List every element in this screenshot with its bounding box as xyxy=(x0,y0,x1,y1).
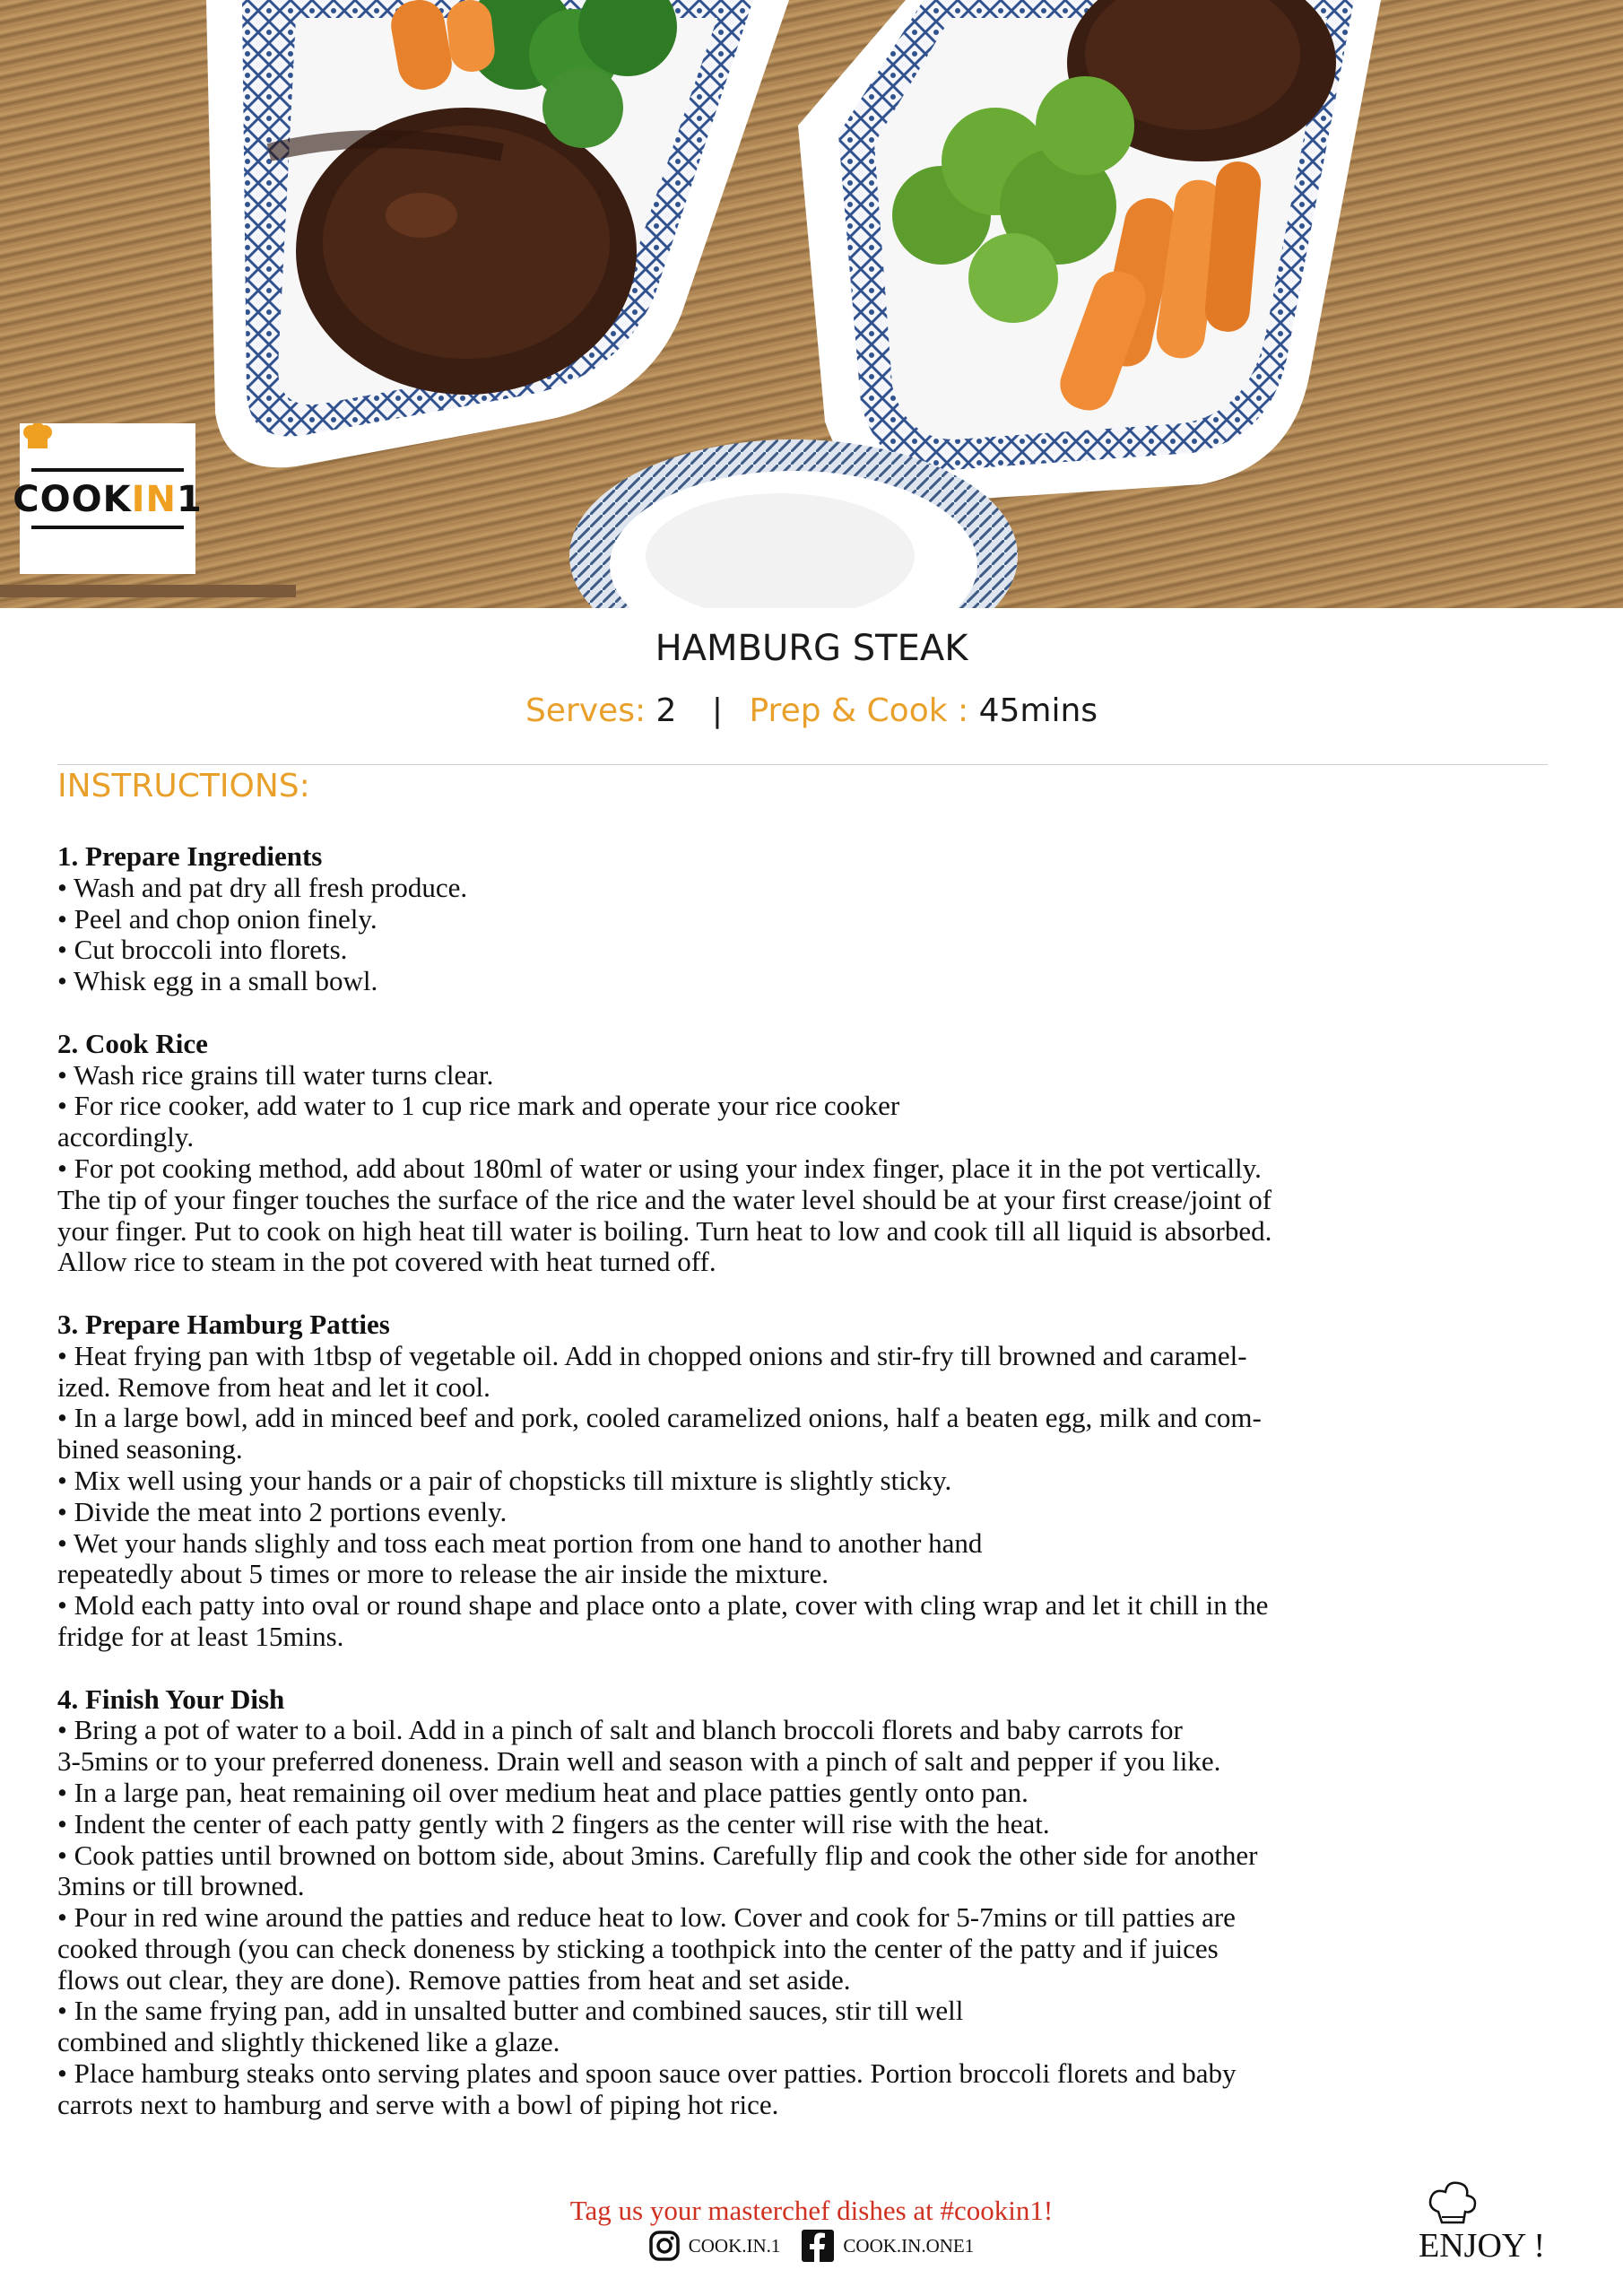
instruction-line: • For pot cooking method, add about 180ml of water or using your index finger, place it in the pot vertically. xyxy=(57,1152,1262,1184)
instruction-line: • Peel and chop onion finely. xyxy=(57,902,378,935)
instruction-line: • Wash rice grains till water turns clear. xyxy=(57,1058,494,1091)
instagram-icon xyxy=(649,2231,680,2261)
instruction-section xyxy=(57,1029,1564,1278)
instruction-line: Allow rice to steam in the pot covered with heat turned off. xyxy=(57,1246,716,1278)
instruction-line: • Pour in red wine around the patties and reduce heat to low. Cover and cook for 5-7mins or till patties are xyxy=(57,1901,1236,1934)
divider-rule xyxy=(57,764,1548,765)
logo-divider-bottom xyxy=(31,526,184,529)
instruction-line: ized. Remove from heat and let it cool. xyxy=(57,1370,490,1403)
serves-label: Serves: xyxy=(525,692,647,729)
enjoy-text: ENJOY ! xyxy=(1419,2227,1546,2265)
instruction-line: flows out clear, they are done). Remove patties from heat and set aside. xyxy=(57,1963,851,1996)
chef-hat-icon xyxy=(20,423,56,450)
instruction-line: The tip of your finger touches the surface of the rice and the water level should be at your first crease/joint of xyxy=(57,1183,1272,1215)
food-illustration xyxy=(0,0,1623,608)
recipe-meta xyxy=(0,692,1623,729)
prep-value: 45mins xyxy=(978,692,1098,729)
instruction-line: • Wash and pat dry all fresh produce. xyxy=(57,871,468,903)
instagram-handle: COOK.IN.1 xyxy=(688,2234,781,2257)
hero-photo xyxy=(0,0,1623,608)
instruction-line: 3-5mins or to your preferred doneness. Drain well and season with a pinch of salt and pepper if you like. xyxy=(57,1745,1221,1778)
instruction-line: • Cook patties until browned on bottom side, about 3mins. Carefully flip and cook the other side for another xyxy=(57,1839,1258,1871)
instruction-line: • Bring a pot of water to a boil. Add in a pinch of salt and blanch broccoli florets and baby carrots for xyxy=(57,1714,1183,1746)
prep-label: Prep & Cook : xyxy=(749,692,969,729)
instruction-line: • Mix well using your hands or a pair of chopsticks till mixture is slightly sticky. xyxy=(57,1464,952,1496)
section-heading: 1. Prepare Ingredients xyxy=(57,840,323,872)
instruction-line: • In a large bowl, add in minced beef and pork, cooled caramelized onions, half a beaten egg, milk and com- xyxy=(57,1402,1262,1434)
instruction-line: • In the same frying pan, add in unsalted butter and combined sauces, stir till well xyxy=(57,1995,964,2027)
instruction-line: bined seasoning. xyxy=(57,1433,243,1465)
left-plate xyxy=(206,0,789,467)
logo-divider-top xyxy=(31,468,184,472)
instruction-line: • In a large pan, heat remaining oil over medium heat and place patties gently onto pan. xyxy=(57,1776,1028,1808)
facebook-link[interactable] xyxy=(802,2230,974,2262)
instructions-body xyxy=(57,841,1564,2152)
instruction-line: • For rice cooker, add water to 1 cup rice mark and operate your rice cooker xyxy=(57,1090,900,1122)
instruction-line: repeatedly about 5 times or more to release the air inside the mixture. xyxy=(57,1558,829,1590)
instruction-line: • Whisk egg in a small bowl. xyxy=(57,965,378,997)
logo-text: COOKIN1 xyxy=(13,479,203,520)
facebook-handle: COOK.IN.ONE1 xyxy=(843,2234,975,2257)
instructions-heading: INSTRUCTIONS: xyxy=(57,768,310,804)
social-links xyxy=(0,2230,1623,2262)
instruction-line: fridge for at least 15mins. xyxy=(57,1620,344,1652)
instruction-line: • Indent the center of each patty gently with 2 fingers as the center will rise with the heat. xyxy=(57,1807,1050,1839)
instruction-line: • Mold each patty into oval or round shape and place onto a plate, cover with cling wrap and let it chill in the xyxy=(57,1589,1269,1622)
right-plate xyxy=(798,0,1381,502)
section-heading: 4. Finish Your Dish xyxy=(57,1683,285,1715)
instagram-link[interactable] xyxy=(649,2231,781,2261)
instruction-section xyxy=(57,1684,1564,2121)
instruction-line: • Cut broccoli into florets. xyxy=(57,934,348,966)
instruction-line: • Heat frying pan with 1tbsp of vegetable oil. Add in chopped onions and stir-fry till browned and caramel- xyxy=(57,1339,1247,1371)
instruction-line: cooked through (you can check doneness by sticking a toothpick into the center of the patty and if juices xyxy=(57,1932,1219,1964)
section-heading: 2. Cook Rice xyxy=(57,1027,208,1059)
chef-hat-icon xyxy=(1426,2178,1480,2228)
recipe-title: HAMBURG STEAK xyxy=(655,628,968,669)
instruction-line: • Divide the meat into 2 portions evenly. xyxy=(57,1495,508,1527)
instruction-section xyxy=(57,1309,1564,1653)
facebook-icon xyxy=(802,2230,834,2262)
instruction-line: 3mins or till browned. xyxy=(57,1870,305,1902)
instruction-line: your finger. Put to cook on high heat till water is boiling. Turn heat to low and cook till all liquid is absorbed. xyxy=(57,1214,1272,1247)
instruction-line: accordingly. xyxy=(57,1121,195,1153)
section-heading: 3. Prepare Hamburg Patties xyxy=(57,1308,390,1340)
meta-separator: | xyxy=(711,692,724,729)
instruction-line: • Place hamburg steaks onto serving plates and spoon sauce over patties. Portion broccoli florets and baby xyxy=(57,2057,1237,2090)
instruction-line: carrots next to hamburg and serve with a bowl of piping hot rice. xyxy=(57,2088,779,2120)
brand-logo[interactable] xyxy=(13,423,203,574)
instruction-section xyxy=(57,841,1564,997)
footer-tagline: Tag us your masterchef dishes at #cookin1! xyxy=(569,2195,1054,2226)
chopstick xyxy=(0,585,296,597)
serves-value: 2 xyxy=(655,692,677,729)
instruction-line: • Wet your hands slighly and toss each meat portion from one hand to another hand xyxy=(57,1526,983,1559)
instruction-line: combined and slightly thickened like a glaze. xyxy=(57,2026,560,2058)
